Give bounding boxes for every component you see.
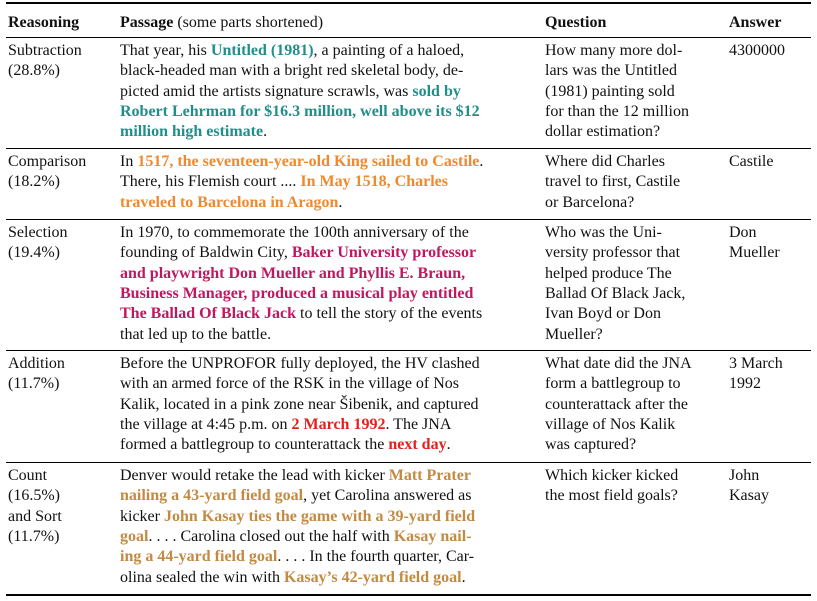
text-span: . . . . Carolina closed out the half with — [148, 527, 394, 545]
question-cell-line: form a battlegroup to — [545, 375, 681, 393]
passage-cell-line — [120, 466, 471, 486]
reasoning-cell-line: Comparison — [8, 153, 87, 170]
answer-cell-line: Don — [729, 224, 757, 241]
question-cell-line: Mueller? — [545, 325, 603, 343]
text-span: There, his Flemish court .... — [120, 173, 301, 191]
text-span: Before the UNPROFOR fully deployed, the HV clashed — [120, 355, 480, 372]
highlighted-span: The Ballad Of Black Jack — [120, 305, 297, 323]
text-span: kicker — [120, 507, 164, 525]
highlighted-span: Kasay’s 42-yard field goal — [283, 568, 462, 586]
row-rule — [6, 462, 811, 463]
question-cell-line: (1981) painting sold — [545, 82, 675, 100]
text-span: . — [446, 436, 451, 454]
passage-cell-line — [120, 507, 475, 527]
passage-cell-line — [120, 193, 342, 213]
highlighted-span: Matt Prater — [388, 467, 471, 484]
highlighted-span: and playwright Don Mueller and Phyllis E. Braun, — [120, 264, 466, 282]
header-passage: Passage (some parts shortened) — [120, 14, 324, 31]
passage-cell-line — [120, 568, 466, 588]
answer-cell-line: Castile — [729, 153, 774, 170]
passage-cell-line — [120, 152, 483, 172]
text-span: black-headed man with a bright red skeletal body, de- — [120, 62, 464, 80]
highlighted-span: ing a 44-yard field goal — [120, 548, 278, 566]
reasoning-cell-line: (28.8%) — [8, 62, 60, 80]
highlighted-span: John Kasay ties the game with a 39-yard field — [163, 507, 476, 525]
answer-cell-line: John — [729, 467, 760, 484]
header-reasoning: Reasoning — [8, 14, 80, 31]
text-span: That year, his — [120, 42, 211, 59]
question-cell-line: lars was the Untitled — [545, 62, 677, 80]
answer-cell-line: 3 March — [729, 355, 783, 372]
passage-cell-line — [120, 415, 451, 435]
text-span: . — [461, 568, 466, 586]
text-span: Denver would retake the lead with kicker — [120, 467, 389, 484]
text-span: . . . . In the fourth quarter, Car- — [277, 548, 475, 566]
row-rule — [6, 350, 811, 351]
question-cell-line: counterattack after the — [545, 395, 689, 413]
question-cell-line: travel to first, Castile — [545, 173, 681, 191]
question-cell-line: dollar estimation? — [545, 123, 661, 141]
question-cell-line: or Barcelona? — [545, 193, 635, 211]
text-span: olina sealed the win with — [120, 568, 284, 586]
question-cell-line: versity professor that — [545, 244, 681, 262]
reasoning-cell-line: (11.7%) — [8, 375, 60, 393]
highlighted-span: goal — [120, 527, 149, 545]
highlighted-span: 2 March 1992 — [291, 415, 386, 433]
highlighted-span: Kasay nail- — [393, 527, 472, 545]
passage-cell-line — [120, 325, 271, 345]
question-cell-line: Ballad Of Black Jack, — [545, 284, 686, 302]
reasoning-cell-line: (16.5%) — [8, 487, 60, 505]
question-cell-line: What date did the JNA — [545, 355, 692, 372]
highlighted-span: Baker University professor — [291, 244, 477, 262]
answer-cell-line: Mueller — [729, 244, 780, 262]
answer-cell-line: 4300000 — [729, 42, 785, 59]
reasoning-cell-line: Count — [8, 467, 48, 484]
highlighted-span: In May 1518, Charles — [300, 173, 448, 191]
passage-cell-line — [120, 395, 479, 415]
text-span: Kalik, located in a pink zone near Šibenik, and captured — [120, 395, 479, 413]
passage-cell-line — [120, 172, 448, 192]
passage-cell-line — [120, 284, 473, 304]
question-cell-line: the most field goals? — [545, 487, 678, 505]
passage-cell-line — [120, 435, 451, 455]
highlighted-span: Business Manager, produced a musical play entitled — [120, 284, 474, 302]
reasoning-cell-line: (19.4%) — [8, 244, 60, 262]
drop-examples-table — [6, 0, 811, 598]
reasoning-cell-line: (11.7%) — [8, 527, 60, 545]
passage-cell-line — [120, 82, 461, 102]
passage-cell-line — [120, 354, 480, 374]
question-cell-line: Ivan Boyd or Don — [545, 305, 661, 323]
passage-cell-line — [120, 243, 476, 263]
passage-cell-line — [120, 547, 474, 567]
question-cell-line: village of Nos Kalik — [545, 415, 676, 433]
highlighted-span: traveled to Barcelona in Aragon — [120, 193, 339, 211]
highlighted-span: nailing a 43-yard field goal — [120, 487, 304, 505]
text-span: that led up to the battle. — [120, 325, 272, 343]
top-rule — [6, 2, 811, 4]
text-span: the village at 4:45 p.m. on — [120, 415, 292, 433]
text-span: , yet Carolina answered as — [303, 487, 472, 505]
header-answer: Answer — [729, 14, 782, 31]
passage-cell-line — [120, 61, 463, 81]
header-rule — [6, 37, 811, 38]
reasoning-cell-line: and Sort — [8, 507, 62, 525]
passage-cell-line — [120, 374, 459, 394]
bottom-rule — [6, 594, 811, 596]
passage-cell-line — [120, 102, 480, 122]
text-span: to tell the story of the events — [296, 305, 483, 323]
text-span: . The JNA — [385, 415, 452, 433]
question-cell-line: Which kicker kicked — [545, 467, 679, 484]
question-cell-line: for than the 12 million — [545, 102, 689, 120]
passage-cell-line — [120, 223, 469, 243]
text-span: , a painting of a haloed, — [313, 42, 465, 59]
highlighted-span: Untitled (1981) — [210, 42, 314, 59]
highlighted-span: sold by — [412, 82, 461, 100]
text-span: formed a battlegroup to counterattack the — [120, 436, 389, 454]
highlighted-span: 1517, the seventeen-year-old King sailed to Castile — [137, 153, 480, 170]
passage-cell-line — [120, 304, 482, 324]
passage-cell-line — [120, 264, 465, 284]
passage-cell-line — [120, 41, 464, 61]
passage-cell-line — [120, 486, 472, 506]
reasoning-cell-line: Selection — [8, 224, 68, 241]
text-span: In 1970, to commemorate the 100th anniversary of the — [120, 224, 469, 241]
text-span: with an armed force of the RSK in the village of Nos — [120, 375, 460, 393]
row-rule — [6, 148, 811, 149]
text-span: In — [120, 153, 138, 170]
highlighted-span: Robert Lehrman for $16.3 million, well above its $12 — [120, 102, 480, 120]
highlighted-span: next day — [388, 436, 447, 454]
question-cell-line: was captured? — [545, 436, 637, 454]
text-span: . — [479, 153, 484, 170]
highlighted-span: million high estimate — [120, 123, 264, 141]
text-span: picted amid the artists signature scrawls, was — [120, 82, 413, 100]
text-span: founding of Baldwin City, — [120, 244, 292, 262]
passage-cell-line — [120, 527, 472, 547]
text-span: . — [338, 193, 343, 211]
reasoning-cell-line: (18.2%) — [8, 173, 60, 191]
passage-cell-line — [120, 122, 267, 142]
question-cell-line: helped produce The — [545, 264, 672, 282]
reasoning-cell-line: Addition — [8, 355, 65, 372]
text-span: . — [263, 123, 268, 141]
question-cell-line: Where did Charles — [545, 153, 665, 170]
reasoning-cell-line: Subtraction — [8, 42, 82, 59]
answer-cell-line: 1992 — [729, 375, 761, 393]
answer-cell-line: Kasay — [729, 487, 769, 505]
question-cell-line: Who was the Uni- — [545, 224, 662, 241]
question-cell-line: How many more dol- — [545, 42, 683, 59]
row-rule — [6, 219, 811, 220]
header-question: Question — [545, 14, 607, 31]
